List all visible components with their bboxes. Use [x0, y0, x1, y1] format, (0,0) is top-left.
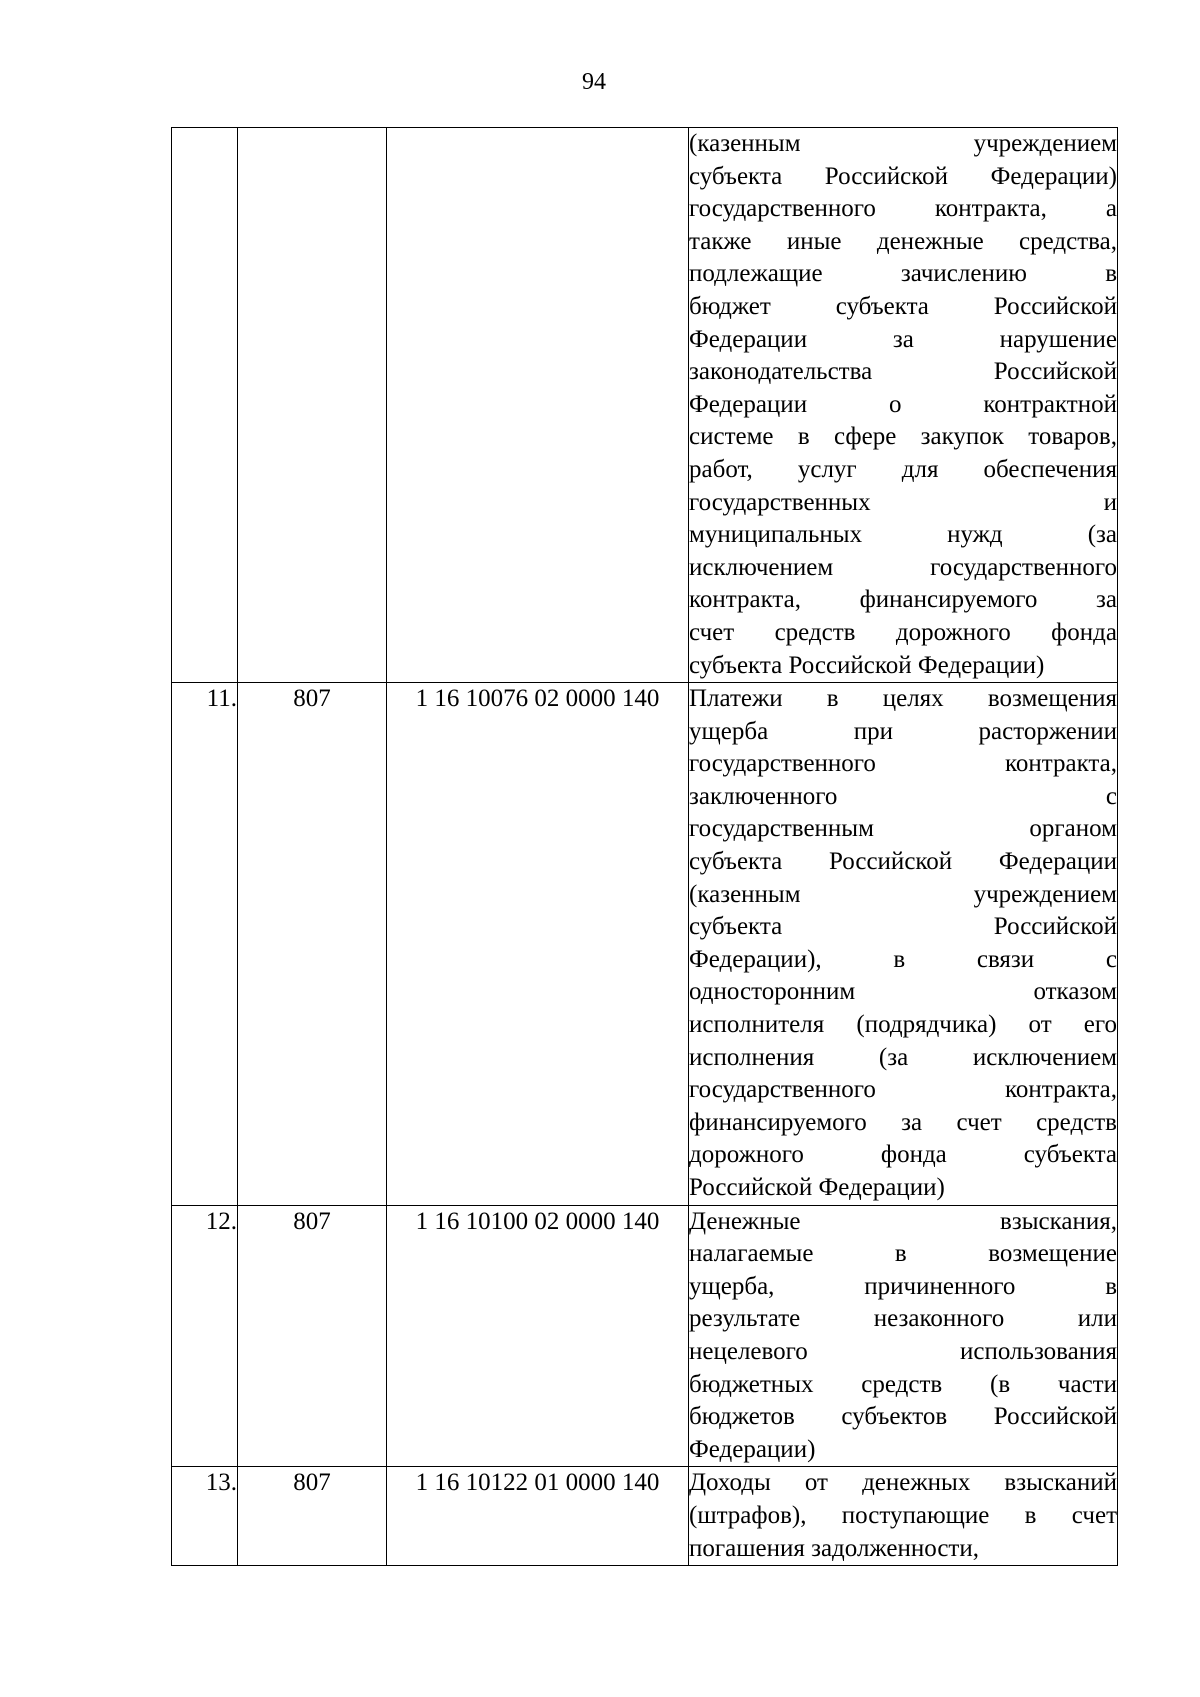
table-row	[172, 683, 1118, 1206]
description-line: счет средств дорожного фонда	[689, 618, 1117, 646]
description-line: Российской Федерации)	[689, 1174, 945, 1201]
description-line: государственного контракта, а	[689, 195, 1117, 223]
admin-code-cell	[238, 128, 387, 683]
description-line: (казенным учреждением	[689, 130, 1117, 157]
description-line: (штрафов), поступающие в счет	[689, 1501, 1117, 1529]
description-line: государственных и	[689, 488, 1117, 516]
description-line: Денежные взыскания,	[689, 1207, 1117, 1235]
description-line: Федерации), в связи с	[689, 945, 1117, 973]
description-line: Федерации)	[689, 1435, 816, 1463]
description-line: ущерба при расторжении	[689, 717, 1117, 745]
description-line: ущерба, причиненного в	[689, 1272, 1117, 1300]
description-line: погашения задолженности,	[689, 1534, 979, 1562]
admin-code-cell: 807	[238, 1467, 387, 1566]
kbk-code-cell: 1 16 10076 02 0000 140	[387, 683, 689, 1206]
description-line: исполнения (за исключением	[689, 1043, 1117, 1071]
table-row	[172, 128, 1118, 683]
description-line: исключением государственного	[689, 553, 1117, 581]
description-line: финансируемого за счет средств	[689, 1108, 1117, 1136]
description-line: Федерации о контрактной	[689, 390, 1117, 418]
description-line: муниципальных нужд (за	[689, 521, 1117, 549]
table-body	[172, 128, 1118, 1566]
row-number-cell: 11.	[172, 683, 238, 1206]
description-cell	[689, 128, 1118, 683]
description-line: субъекта Российской Федерации	[689, 848, 1117, 876]
description-line: контракта, финансируемого за	[689, 586, 1117, 614]
description-line: системе в сфере закупок товаров,	[689, 423, 1117, 451]
admin-code-cell: 807	[238, 683, 387, 1206]
description-line: субъекта Российской Федерации)	[689, 162, 1117, 190]
description-line: государственного контракта,	[689, 750, 1117, 778]
description-line: бюджетных средств (в части	[689, 1370, 1117, 1398]
description-line: дорожного фонда субъекта	[689, 1141, 1117, 1169]
description-line: заключенного с	[689, 782, 1117, 810]
description-line: Платежи в целях возмещения	[689, 685, 1117, 713]
row-number-cell	[172, 128, 238, 683]
description-line: работ, услуг для обеспечения	[689, 455, 1117, 483]
row-number-cell: 12.	[172, 1205, 238, 1467]
description-line: бюджет субъекта Российской	[689, 292, 1117, 320]
page-number: 94	[582, 69, 606, 95]
row-number-cell: 13.	[172, 1467, 238, 1566]
description-line: (казенным учреждением	[689, 880, 1117, 908]
kbk-code-cell: 1 16 10100 02 0000 140	[387, 1205, 689, 1467]
description-line: подлежащие зачислению в	[689, 260, 1117, 288]
kbk-code-cell: 1 16 10122 01 0000 140	[387, 1467, 689, 1566]
kbk-code-cell	[387, 128, 689, 683]
description-line: субъекта Российской	[689, 913, 1117, 941]
table-row	[172, 1205, 1118, 1467]
description-cell	[689, 1467, 1118, 1566]
description-line: Доходы от денежных взысканий	[689, 1469, 1117, 1497]
revenue-codes-table	[171, 127, 1118, 1566]
description-line: результате незаконного или	[689, 1305, 1117, 1333]
description-line: субъекта Российской Федерации)	[689, 651, 1045, 679]
table-row	[172, 1467, 1118, 1566]
description-line: Федерации за нарушение	[689, 325, 1117, 353]
description-line: бюджетов субъектов Российской	[689, 1403, 1117, 1431]
description-line: законодательства Российской	[689, 358, 1117, 386]
description-line: односторонним отказом	[689, 978, 1117, 1006]
description-cell	[689, 683, 1118, 1206]
admin-code-cell: 807	[238, 1205, 387, 1467]
description-line: также иные денежные средства,	[689, 227, 1117, 255]
description-line: налагаемые в возмещение	[689, 1240, 1117, 1268]
description-line: государственным органом	[689, 815, 1117, 843]
description-line: нецелевого использования	[689, 1337, 1117, 1365]
description-cell	[689, 1205, 1118, 1467]
description-line: исполнителя (подрядчика) от его	[689, 1011, 1117, 1039]
description-line: государственного контракта,	[689, 1076, 1117, 1104]
